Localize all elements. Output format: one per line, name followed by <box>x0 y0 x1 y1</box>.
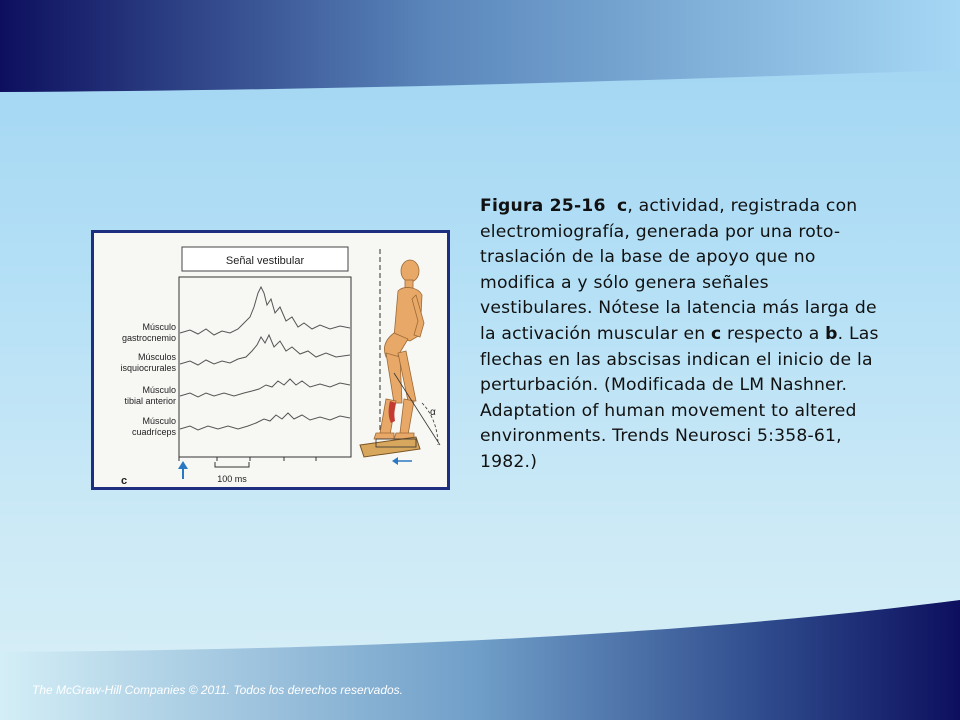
perturbation-onset-arrow-icon <box>178 461 188 479</box>
figure-caption <box>480 194 880 476</box>
trace-label-2-line1: Músculos <box>137 352 176 362</box>
trace-gastrocnemio <box>180 287 350 335</box>
trace-tibial-anterior <box>180 379 350 397</box>
emg-figure-drawing <box>94 233 447 487</box>
caption-text-part-2: respecto a <box>721 323 826 344</box>
trace-label-2-line2: isquiocrurales <box>120 363 176 373</box>
caption-panel-c-ref: c <box>710 323 722 344</box>
muscle-highlight-icon <box>389 401 396 423</box>
scale-bar-label: 100 ms <box>217 474 247 484</box>
title-box-label: Señal vestibular <box>225 255 305 267</box>
caption-panel-b-ref: b <box>825 323 838 344</box>
trace-cuadriceps <box>180 413 350 430</box>
plot-frame <box>179 277 351 457</box>
angle-label: α <box>430 407 436 418</box>
trace-label-1-line2: gastrocnemio <box>121 333 176 343</box>
trace-label-4-line2: cuadríceps <box>131 427 176 437</box>
standing-human-figure-icon <box>374 260 424 439</box>
caption-text-part-1: , actividad, registrada con electromiografía, generada por una roto-traslación de la base de apoyo que no modifica a y sólo genera señales vestibulares. Nótese la latencia más larga de la activación muscular en <box>480 196 877 344</box>
x-axis-ticks <box>179 457 316 461</box>
copyright-footer: The McGraw-Hill Companies © 2011. Todos los derechos reservados. <box>32 683 404 697</box>
top-decorative-band <box>0 0 960 110</box>
caption-text-part-3: . Las flechas en las abscisas indican el inicio de la perturbación. (Modificada de LM Nashner. Adaptation of human movement to altered environments. Trends Neurosci 5:358-61, 1982.) <box>480 323 879 472</box>
scale-bar <box>215 462 249 467</box>
trace-label-3-line2: tibial anterior <box>124 396 176 406</box>
trace-label-1-line1: Músculo <box>142 322 176 332</box>
trace-label-3-line1: Músculo <box>142 385 176 395</box>
platform-motion-arrow-icon <box>392 457 412 465</box>
trace-isquiocrurales <box>180 335 350 365</box>
emg-figure <box>91 230 450 490</box>
caption-figure-label: Figura 25-16 <box>480 196 606 216</box>
caption-panel-c: c <box>616 196 628 216</box>
bottom-decorative-band <box>0 600 960 720</box>
panel-label: c <box>121 475 128 487</box>
trace-label-4-line1: Músculo <box>142 416 176 426</box>
